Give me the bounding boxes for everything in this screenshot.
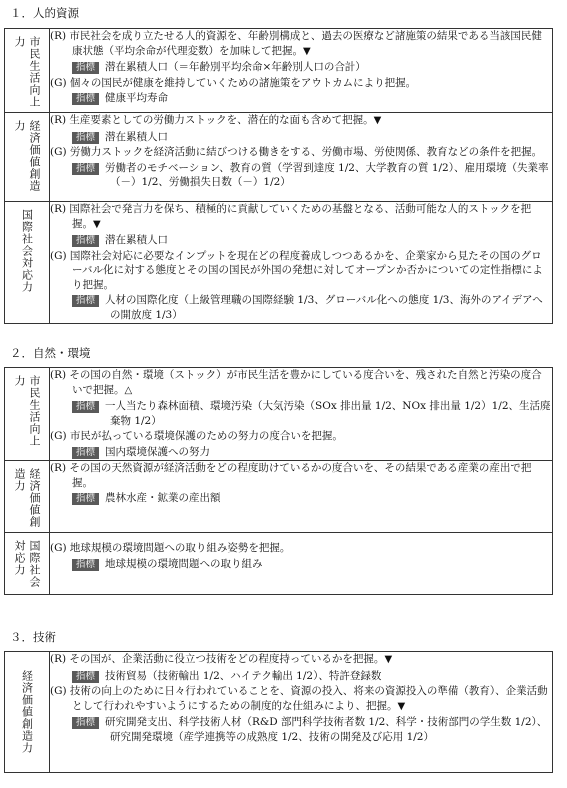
down-triangle-icon: ▼ bbox=[373, 115, 382, 126]
table-row bbox=[5, 533, 553, 595]
down-triangle-icon: ▼ bbox=[384, 654, 393, 665]
indicator-tag: 指標 bbox=[72, 447, 99, 459]
content-cell bbox=[50, 368, 553, 461]
indicator-line: 指標 労働者のモチベーション、教育の質（学習到達度 1/2、大学教育の質 1/2）、雇用環境（失業率（－）1/2、労働損失日数（－）1/2） bbox=[72, 161, 552, 190]
description-text: (R) 国際社会で発言力を保ち、積極的に貢献していくための基盤となる、活動可能な人的ストックを把握。▼ bbox=[50, 203, 532, 230]
table-row bbox=[5, 113, 553, 202]
description-text: (R) その国の天然資源が経済活動をどの程度助けているかの度合いを、その結果である産業の産出で把握。 bbox=[50, 462, 532, 489]
indicator-tag: 指標 bbox=[72, 132, 99, 144]
description-text: (G) 地球規模の環境問題への取り組み姿勢を把握。 bbox=[50, 542, 291, 554]
category-label: 国際社会対応力 bbox=[13, 540, 41, 588]
indicator-tag: 指標 bbox=[72, 62, 99, 74]
description-text: (G) 国際社会対応に必要なインプットを現在どの程度養成しつつあるかを、企業家から見たその国のグローバル化に対する態度とその国の国民が外国の発想に対してオープンか否かについての定性指標により把握。 bbox=[50, 249, 543, 291]
indicator-tag: 指標 bbox=[72, 235, 99, 247]
content-cell bbox=[50, 461, 553, 533]
category-cell bbox=[5, 113, 50, 202]
category-cell bbox=[5, 533, 50, 595]
category-label: 国際社会対応力 bbox=[20, 209, 34, 293]
table-row bbox=[5, 202, 553, 324]
category-label: 市民生活向上力 bbox=[13, 36, 41, 108]
section-title: ２．自然・環境 bbox=[10, 346, 91, 360]
content-cell bbox=[50, 652, 553, 773]
section-table-technology bbox=[4, 651, 553, 773]
indicator-line: 指標 人材の国際化度（上級管理職の国際経験 1/3、グローバル化への態度 1/3、海外のアイデアへの開放度 1/3） bbox=[72, 293, 552, 322]
category-label: 経済価値創造力 bbox=[20, 670, 34, 754]
category-cell bbox=[5, 202, 50, 324]
section-table-nature-environment bbox=[4, 367, 553, 595]
indicator-line: 指標 研究開発支出、科学技術人材（R&D 部門科学技術者数 1/2、科学・技術部門の学生数 1/2）、研究開発環境（産学連携等の成熟度 1/2、技術の開発及び応用 1/2） bbox=[72, 715, 552, 744]
table-row bbox=[5, 652, 553, 773]
table-row bbox=[5, 461, 553, 533]
indicator-tag: 指標 bbox=[72, 671, 99, 683]
indicator-tag: 指標 bbox=[72, 163, 99, 175]
indicator-tag: 指標 bbox=[72, 401, 99, 413]
indicator-tag: 指標 bbox=[72, 295, 99, 307]
down-triangle-icon: ▼ bbox=[93, 218, 101, 230]
content-cell bbox=[50, 29, 553, 113]
category-cell bbox=[5, 652, 50, 773]
category-cell bbox=[5, 29, 50, 113]
indicator-line: 指標 技術貿易（技術輸出 1/2、ハイテク輸出 1/2）、特許登録数 bbox=[72, 669, 552, 684]
indicator-tag: 指標 bbox=[72, 717, 99, 729]
indicator-line: 指標 農林水産・鉱業の産出額 bbox=[72, 491, 552, 506]
description-text: (R) 生産要素としての労働力ストックを、潜在的な面も含めて把握。▼ bbox=[50, 114, 382, 126]
table-row bbox=[5, 368, 553, 461]
section-title: ３．技術 bbox=[10, 630, 56, 644]
description-text: (R) その国の自然・環境（ストック）が市民生活を豊かにしている度合いを、残された自然と汚染の度合いで把握。△ bbox=[50, 369, 542, 396]
category-label: 市民生活向上力 bbox=[13, 375, 41, 447]
content-cell bbox=[50, 533, 553, 595]
indicator-tag: 指標 bbox=[72, 93, 99, 105]
description-text: (G) 個々の国民が健康を維持していくための諸施策をアウトカムにより把握。 bbox=[50, 76, 417, 89]
content-cell bbox=[50, 113, 553, 202]
description-text: (R) その国が、企業活動に役立つ技術をどの程度持っているかを把握。▼ bbox=[50, 653, 393, 665]
category-label: 経済価値創造力 bbox=[13, 120, 41, 192]
indicator-line: 指標 潜在累積人口 bbox=[72, 130, 552, 145]
description-text: (G) 市民が払っている環境保護のための努力の度合いを把握。 bbox=[50, 430, 343, 442]
down-triangle-icon: ▼ bbox=[397, 700, 406, 712]
section-title: １．人的資源 bbox=[10, 6, 79, 20]
up-triangle-outline-icon: △ bbox=[124, 384, 133, 396]
indicator-line: 指標 国内環境保護への努力 bbox=[72, 445, 552, 460]
indicator-line: 指標 潜在累積人口 bbox=[72, 233, 552, 248]
table-row bbox=[5, 29, 553, 113]
section-table-human-resources bbox=[4, 28, 553, 324]
description-text: (G) 労働力ストックを経済活動に結びつける働きをする、労働市場、労使関係、教育などの条件を把握。 bbox=[50, 146, 543, 158]
indicator-line: 指標 地球規模の環境問題への取り組み bbox=[72, 557, 552, 572]
category-cell bbox=[5, 368, 50, 461]
indicator-line: 指標 潜在累積人口（＝年齢別平均余命×年齢別人口の合計） bbox=[72, 60, 552, 75]
description-text: (R) 市民社会を成り立たせる人的資源を、年齢別構成と、過去の医療など諸施策の結果である当該国民健康状態（平均余命が代理変数）を加味して把握。▼ bbox=[50, 30, 542, 57]
indicator-line: 指標 健康平均寿命 bbox=[72, 91, 552, 106]
description-text: (G) 技術の向上のために日々行われていることを、資源の投入、将来の資源投入の準備（教育）、企業活動として行われやすいようにするための制度的な仕組みにより、把握。▼ bbox=[50, 685, 548, 712]
indicator-tag: 指標 bbox=[72, 559, 99, 571]
indicator-line: 指標 一人当たり森林面積、環境汚染（大気汚染（SOx 排出量 1/2、NOx 排出量 1/2）1/2、生活廃棄物 1/2） bbox=[72, 399, 552, 428]
category-label: 経済価値創造力 bbox=[13, 468, 41, 528]
down-triangle-icon: ▼ bbox=[303, 45, 311, 57]
category-cell bbox=[5, 461, 50, 533]
indicator-tag: 指標 bbox=[72, 493, 99, 505]
content-cell bbox=[50, 202, 553, 324]
